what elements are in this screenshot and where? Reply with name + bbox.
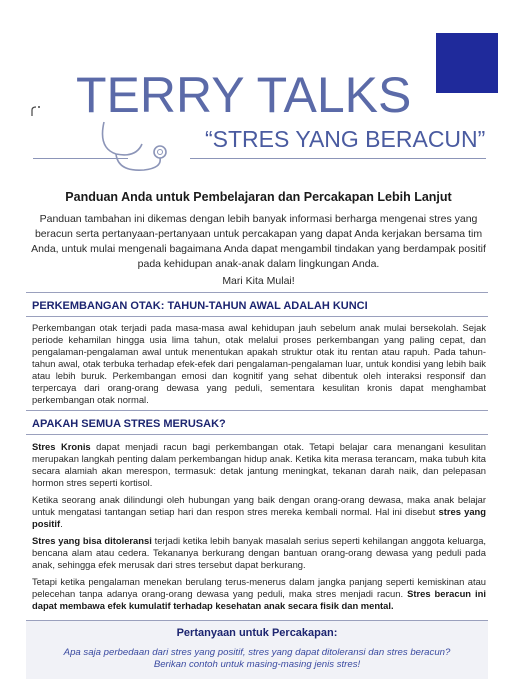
section-divider (26, 292, 488, 293)
page-subtitle: “STRES YANG BERACUN” (205, 126, 486, 152)
term-toxic-stress: Stres beracun ini dapat membawa efek kumulatif terhadap kesehatan anak secara fisik dan mental. (32, 588, 486, 611)
discussion-box (26, 620, 488, 679)
stress-paragraph-4: Tetapi ketika pengalaman menekan berulang terus-menerus dalam jangka panjang seperti kemiskinan atau pelecehan tanpa adanya orang-orang dewasa yang peduli, maka stres menjadi racun. Stres beracun ini dapat membawa efek kumulatif terhadap kesehatan anak secara fisik dan mental. (32, 576, 486, 611)
section-divider (26, 316, 488, 317)
stethoscope-icon (96, 118, 176, 178)
start-text: Mari Kita Mulai! (222, 275, 295, 287)
header-divider (190, 158, 486, 159)
section-title-brain: PERKEMBANGAN OTAK: TAHUN-TAHUN AWAL ADALAH KUNCI (32, 300, 368, 312)
term-chronic-stress: Stres Kronis (32, 441, 91, 452)
stress-paragraph-1: Stres Kronis dapat menjadi racun bagi perkembangan otak. Tetapi belajar cara menangani kesulitan merupakan langkah penting dalam perkembangan hidup anak. Ketika kita merasa terancam, maka tubuh kita secara alamiah akan merespon, termasuk: detak jantung meningkat, tekanan darah naik, dan pelepasan hormon stres seperti kortisol. (32, 441, 486, 488)
stress-paragraph-3: Stres yang bisa ditoleransi terjadi ketika lebih banyak masalah serius seperti kehilangan anggota keluarga, bencana alam atau cedera. Tekananya berkurang dengan bantuan orang-orang dewasa yang peduli pada anak, sehingga efek merusak dari stres tersebut dapat berkurang. (32, 535, 487, 570)
header-divider (33, 158, 128, 159)
discussion-question-1: Apa saja perbedaan dari stres yang positif, stres yang dapat ditoleransi dan stres beracun? (63, 647, 451, 658)
section-divider (26, 410, 488, 411)
discussion-question-2: Berikan contoh untuk masing-masing jenis stres! (153, 659, 361, 670)
intro-text: Panduan tambahan ini dikemas dengan lebih banyak informasi berharga mengenai stres yang beracun serta pertanyaan-pertanyaan untuk percakapan yang dapat Anda kerjakan bersama tim Anda, untuk mulai mengenali bagaimana Anda dapat mengambil tindakan yang berdampak positif pada kehidupan anak-anak dalam lingkungan Anda. (31, 213, 486, 270)
guide-heading: Panduan Anda untuk Pembelajaran dan Percakapan Lebih Lanjut (65, 190, 452, 204)
stethoscope-tip-icon (30, 104, 44, 118)
discussion-title: Pertanyaan untuk Percakapan: (176, 627, 338, 639)
section-divider (26, 434, 488, 435)
brain-paragraph: Perkembangan otak terjadi pada masa-masa awal kehidupan jauh sebelum anak mulai bersekolah. Sejak periode kehamilan hingga usia lima tahun, otak melalui proses perkembangan yang paling cepat, dan pengalaman-pengalaman awal untuk menentukan apakah struktur otak itu rentan atau rapuh. Pada tahun-tahun awal, otak terbuka terhadap efek-efek dari pengalaman-pengalaman luar, untuk kondisi yang lebih baik atau lebih buruk. Perkembangan emosi dan kognitif yang sehat dibentuk oleh interaksi responsif dan terpercaya dari orang-orang dewasa yang peduli, sementara kesulitan kronis dapat menghambat perkembangan otak normal. (32, 322, 486, 405)
page-title: TERRY TALKS (76, 67, 412, 123)
section-title-stress: APAKAH SEMUA STRES MERUSAK? (32, 418, 226, 430)
discussion-questions (26, 647, 488, 671)
brand-square (436, 33, 498, 93)
term-positive-stress: stres yang positif (32, 506, 486, 529)
term-tolerable-stress: Stres yang bisa ditoleransi (32, 535, 152, 546)
stress-paragraph-2: Ketika seorang anak dilindungi oleh hubungan yang baik dengan orang-orang dewasa, maka anak belajar untuk mengatasi tantangan setiap hari dan respon stres mereka kembali normal. Hal ini disebut stres yang positif. (32, 494, 486, 529)
